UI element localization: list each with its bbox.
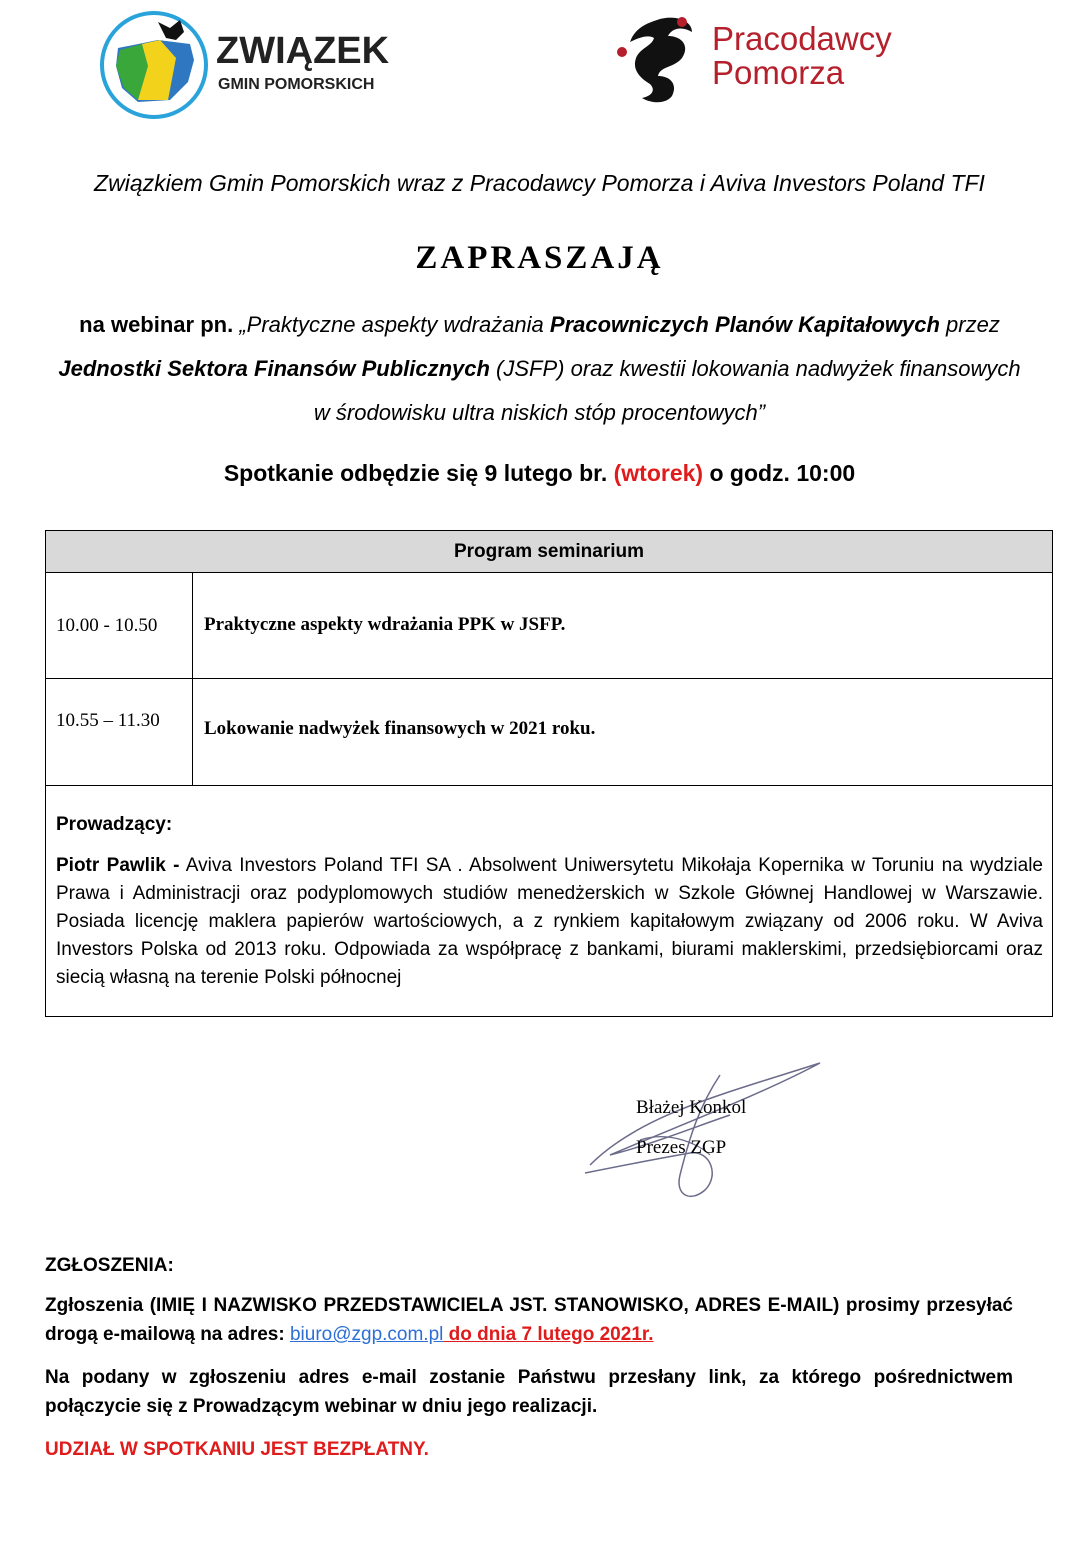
webinar-text-3: (JSFP) oraz kwestii lokowania nadwyżek finansowych: [489, 356, 1021, 381]
signer-role: Prezes ZGP: [636, 1137, 727, 1158]
session-time: 10.00 - 10.50: [56, 615, 158, 636]
registration-deadline: do dnia 7 lutego 2021r.: [443, 1324, 654, 1345]
email-link[interactable]: biuro@zgp.com.pl: [289, 1324, 444, 1345]
meeting-info: [0, 460, 1079, 487]
webinar-bold-2: Jednostki Sektora Finansów Publicznych: [58, 356, 490, 381]
meeting-date: Spotkanie odbędzie się 9 lutego br.: [223, 460, 614, 486]
organizers-line: Związkiem Gmin Pomorskich wraz z Pracodawcy Pomorza i Aviva Investors Poland TFI: [94, 170, 985, 196]
meeting-time: o godz. 10:00: [703, 460, 856, 486]
table-row: [46, 572, 1052, 679]
registration-heading: ZGŁOSZENIA:: [45, 1255, 174, 1276]
signer-name: Błażej Konkol: [636, 1097, 747, 1118]
free-participation-notice: UDZIAŁ W SPOTKANIU JEST BEZPŁATNY.: [45, 1439, 429, 1460]
session-time-cell: [46, 572, 193, 678]
registration-section: [45, 1255, 1013, 1478]
presenter-description: Aviva Investors Poland TFI SA . Absolwent Uniwersytetu Mikołaja Kopernika w Toruniu na wydziale Prawa i Administracji oraz podyplomowych studiów menedżerskich w Szkole Głównej Handlowej w Warszawie. Posiada licencję maklera papierów wartościowych, a z rynkiem kapitałowym związany od 2006 roku. W Aviva Investors Polska od 2013 roku. Odpowiada za współpracę z bankami, biurami maklerskimi, przedsiębiorcami oraz siecią własną na terenie Polski północnej: [56, 855, 1043, 988]
table-row: [46, 679, 1052, 786]
presenter-bio: [56, 852, 1043, 992]
zgp-logo-subtitle: GMIN POMORSKICH: [218, 76, 375, 93]
webinar-text-1: „Praktyczne aspekty wdrażania: [239, 312, 550, 337]
webinar-lead: na webinar pn.: [79, 312, 234, 337]
session-time-cell: [46, 679, 193, 785]
program-header: Program seminarium: [46, 531, 1052, 573]
registration-text: Zgłoszenia (IMIĘ I NAZWISKO PRZEDSTAWICIELA JST. STANOWISKO, ADRES E-MAIL) prosimy przesyłać drogą e-mailową na adres: [45, 1295, 1013, 1345]
zgp-logo: [98, 10, 408, 120]
handwritten-signature: [580, 1055, 830, 1205]
presenter-section: [56, 814, 1043, 992]
session-topic: Praktyczne aspekty wdrażania PPK w JSFP.: [204, 614, 566, 635]
registration-colon: :: [278, 1324, 290, 1345]
invite-heading: ZAPRASZAJĄ: [415, 240, 664, 276]
session-time: 10.55 – 11.30: [56, 710, 160, 731]
presenter-heading: Prowadzący:: [56, 814, 173, 835]
registration-instructions: [45, 1291, 1013, 1349]
zgp-logo-word: ZWIĄZEK: [216, 30, 390, 72]
meeting-weekday: (wtorek): [613, 460, 704, 486]
session-topic: Lokowanie nadwyżek finansowych w 2021 roku.: [204, 718, 596, 739]
pp-logo-line2: Pomorza: [712, 54, 845, 91]
webinar-text-2: przez: [939, 312, 1000, 337]
registration-note: Na podany w zgłoszeniu adres e-mail zostanie Państwu przesłany link, za którego pośrednictwem połączycie się z Prowadzącym webinar w dniu jego realizacji.: [45, 1367, 1013, 1417]
pp-logo-line1: Pracodawcy: [712, 20, 892, 57]
webinar-text-4: w środowisku ultra niskich stóp procentowych”: [313, 400, 766, 425]
presenter-name: Piotr Pawlik -: [56, 855, 180, 876]
webinar-title: [30, 303, 1049, 435]
griffin-icon: [612, 12, 707, 107]
webinar-bold-1: Pracowniczych Planów Kapitałowych: [549, 312, 940, 337]
program-table: [45, 530, 1053, 1017]
pp-logo: [612, 12, 912, 112]
